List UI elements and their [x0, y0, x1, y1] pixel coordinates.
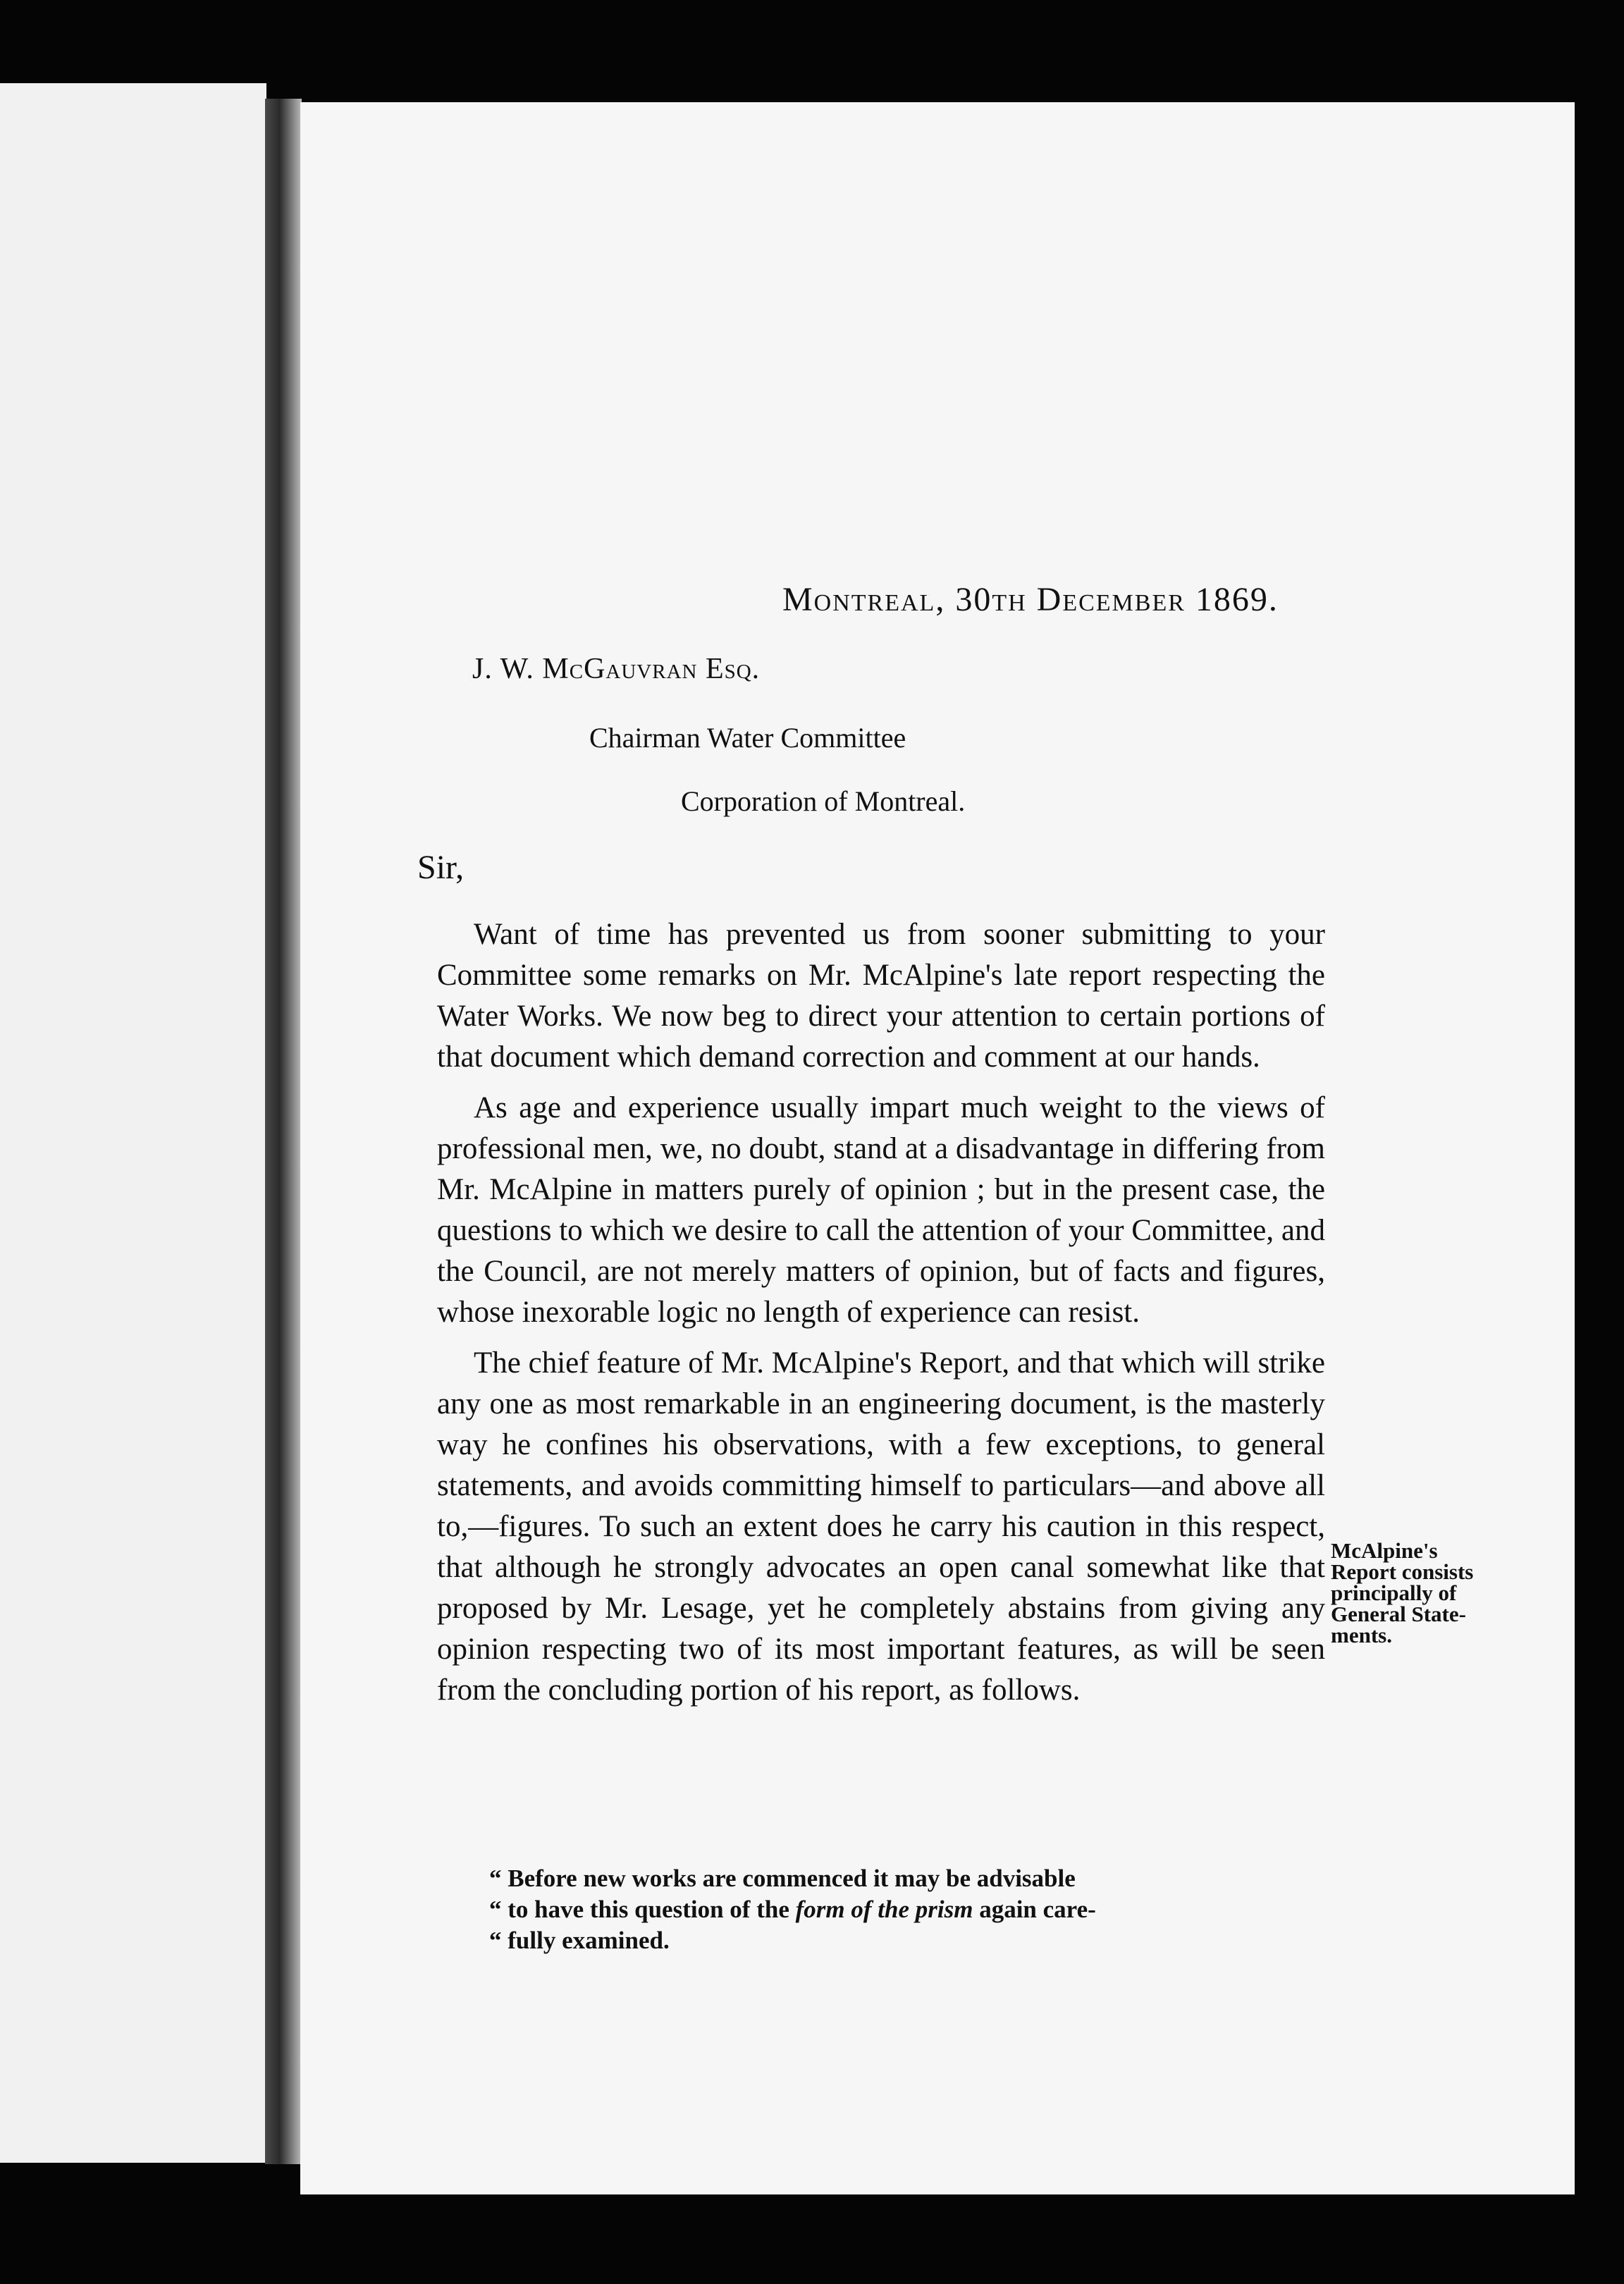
- letter-body: [437, 914, 1325, 1721]
- margin-note-line: ments.: [1331, 1623, 1392, 1647]
- block-quote: [489, 1863, 1279, 1956]
- margin-note-line: General State-: [1331, 1602, 1466, 1626]
- margin-note-line: Report consists: [1331, 1559, 1474, 1584]
- margin-note-line: principally of: [1331, 1580, 1457, 1605]
- addressee-organization: Corporation of Montreal.: [681, 785, 966, 817]
- margin-note: [1331, 1540, 1528, 1646]
- book-gutter: [265, 99, 302, 2164]
- quote-line-2-start: “ to have this question of the: [489, 1896, 796, 1923]
- salutation: Sir,: [417, 849, 465, 886]
- quote-emphasis: form of the prism: [795, 1896, 973, 1923]
- quote-line-2: [489, 1894, 1279, 1925]
- dateline-date: 30th December: [955, 581, 1186, 618]
- addressee-initials: J. W.: [472, 653, 534, 685]
- paragraph-2: As age and experience usually impart much weight to the views of professional men, we, no doubt, stand at a disadvantage in differing from Mr. McAlpine in matters purely of opinion ; but in the present case, the questions to which we desire to call the attention of your Committee, and the Council, are not merely matters of opinion, but of facts and figures, whose inexorable logic no length of experience can resist.: [437, 1091, 1325, 1329]
- paragraph-1: Want of time has prevented us from sooner submitting to your Committee some remarks on Mr. McAlpine's late report respecting the Water Works. We now beg to direct your attention to certain portions of that document which demand correction and comment at our hands.: [437, 918, 1325, 1074]
- addressee-name: McGauvran: [542, 653, 698, 685]
- quote-line-3: “ fully examined.: [489, 1927, 670, 1954]
- facing-page: [0, 83, 266, 2163]
- dateline: Montreal, 30th December 1869.: [782, 581, 1279, 618]
- paragraph-3: The chief feature of Mr. McAlpine's Report, and that which will strike any one as most remarkable in an engineering document, is the masterly way he confines his observations, with a few exceptions, to general statements, and avoids committing himself to particulars—and above all to,—figures. To such an extent does he carry his caution in this respect, that although he strongly advocates an open canal somewhat like that proposed by Mr. Lesage, yet he completely abstains from giving any opinion respecting two of its most important features, as will be seen from the concluding portion of his report, as follows.: [437, 1346, 1325, 1707]
- quote-line-1: “ Before new works are commenced it may be advisable: [489, 1865, 1076, 1892]
- quote-line-2-end: again care-: [973, 1896, 1096, 1923]
- document-page: [300, 102, 1575, 2194]
- margin-note-line: McAlpine's: [1331, 1538, 1438, 1563]
- addressee-suffix: Esq.: [705, 653, 761, 685]
- addressee: [472, 652, 760, 686]
- addressee-title: Chairman Water Committee: [589, 722, 906, 754]
- dateline-city: Montreal: [782, 581, 936, 618]
- dateline-year: 1869.: [1195, 581, 1279, 618]
